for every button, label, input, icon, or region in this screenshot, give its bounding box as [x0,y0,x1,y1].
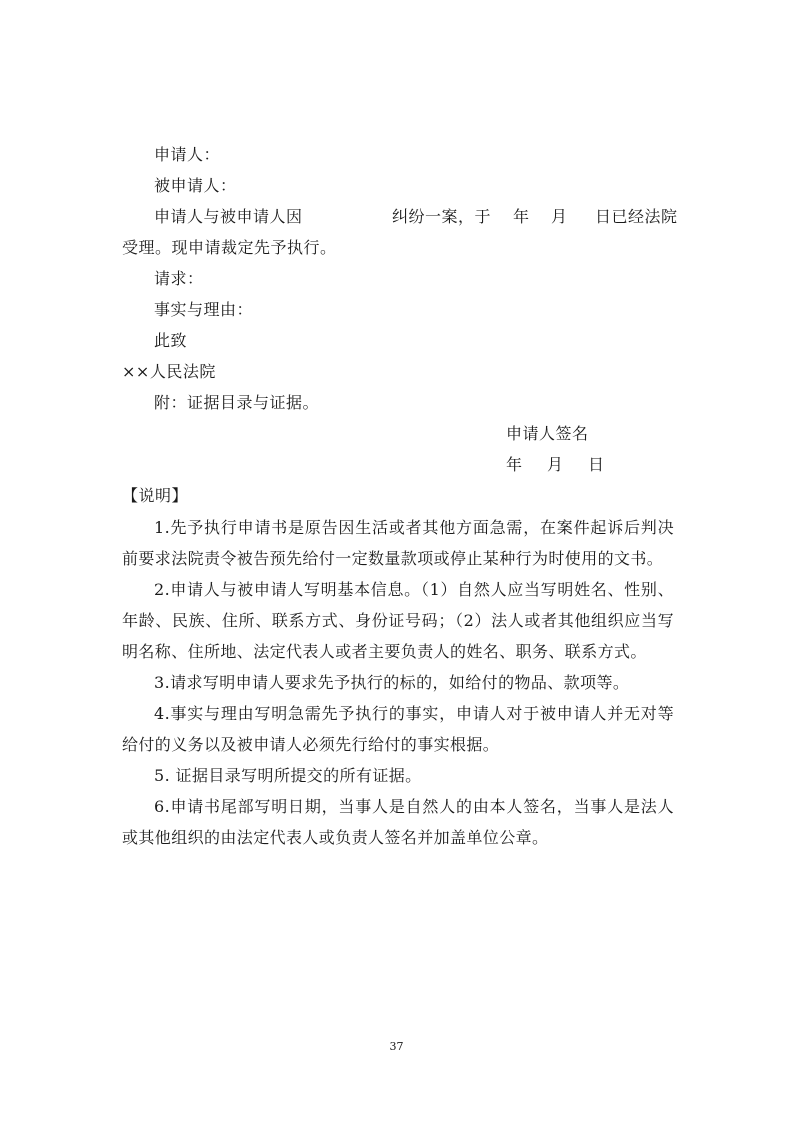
signature-label: 申请人签名 [506,424,589,443]
case-prefix: 申请人与被申请人因 [154,207,303,226]
note-item-2: 2.申请人与被申请人写明基本信息。（1）自然人应当写明姓名、性别、年龄、民族、住所、联系方式、身份证号码；（2）法人或者其他组织应当写明名称、住所地、法定代表人或者主要负责人的姓名、职务、联系方式。 [122,580,674,661]
facts-reasons-label: 事实与理由： [154,300,254,319]
notes-heading: 【说明】 [122,486,189,505]
note-item-3: 3.请求写明申请人要求先予执行的标的，如给付的物品、款项等。 [154,673,630,692]
salutation: 此致 [154,331,188,350]
request-label: 请求： [154,269,204,288]
note-item-1: 1.先予执行申请书是原告因生活或者其他方面急需，在案件起诉后判决前要求法院责令被告预先给付一定数量款项或停止某种行为时使用的文书。 [122,518,674,568]
applicant-label: 申请人： [154,145,221,164]
respondent-label: 被申请人： [154,176,237,195]
attachment-line: 附：证据目录与证据。 [154,393,320,412]
case-year: 年 [513,207,530,226]
case-dispute: 纠纷一案，于 [392,207,492,226]
court-name: ××人民法院 [122,362,216,381]
date-day: 日 [588,455,605,474]
case-day-suffix: 日已经法院 [595,207,678,226]
case-month: 月 [551,207,568,226]
page-number: 37 [389,1040,404,1053]
date-month: 月 [547,455,564,474]
note-item-6: 6.申请书尾部写明日期，当事人是自然人的由本人签名，当事人是法人或其他组织的由法定代表人或负责人签名并加盖单位公章。 [122,797,674,847]
date-year: 年 [506,455,523,474]
case-line-2: 受理。现申请裁定先予执行。 [122,238,337,257]
note-item-4: 4.事实与理由写明急需先予执行的事实，申请人对于被申请人并无对等给付的义务以及被申请人必须先行给付的事实根据。 [122,704,674,754]
note-item-5: 5. 证据目录写明所提交的所有证据。 [154,766,422,785]
